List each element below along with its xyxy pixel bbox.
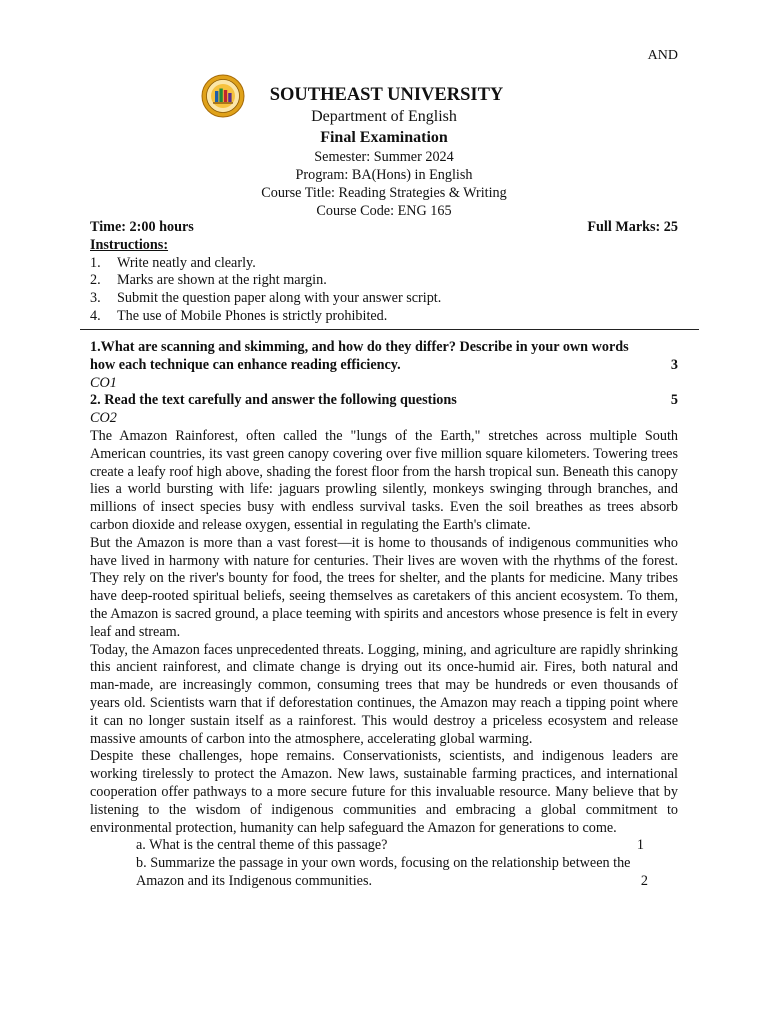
question-1-line-1: 1.What are scanning and skimming, and how do they differ? Describe in your own words	[90, 339, 629, 355]
question-2	[90, 392, 678, 410]
university-name: SOUTHEAST UNIVERSITY	[269, 85, 504, 105]
full-marks: Full Marks: 25	[587, 219, 678, 235]
department-name: Department of English	[311, 108, 457, 125]
instruction-text: The use of Mobile Phones is strictly prohibited.	[117, 307, 388, 324]
instructions-list	[90, 255, 678, 326]
instruction-text: Write neatly and clearly.	[117, 254, 256, 271]
sub-question-a	[90, 837, 678, 855]
passage-paragraph: The Amazon Rainforest, often called the "lungs of the Earth," stretches across multiple South American countries, its vast green canopy covering over five million square kilometers. Towering trees create a leafy roof high above, shading the forest floor from the harsh tropical sun. Beneath this canopy lies a world bursting with life: jaguars prowling silently, monkeys swinging through branches, and millions of insect species busy with endless survival tasks. Even the soil breathes as trees absorb carbon dioxide and release oxygen, essential in regulating the Earth's climate.	[90, 427, 678, 533]
semester: Semester: Summer 2024	[314, 149, 454, 165]
instruction-text: Submit the question paper along with your answer script.	[117, 290, 442, 307]
question-1-line-2-row	[90, 357, 678, 375]
sub-question-b	[90, 855, 678, 891]
instruction-number: 4.	[90, 307, 101, 324]
sub-question-a-row	[136, 837, 678, 855]
passage-paragraph: But the Amazon is more than a vast forest—it is home to thousands of indigenous communities who have lived in harmony with nature for centuries. Their lives are woven with the rhythms of the forest. They rely on the river's bounty for food, the trees for shelter, and the plants for medicine. Many tribes have deep-rooted spiritual beliefs, seeing themselves as caretakers of this ancient ecosystem. To them, the Amazon is sacred ground, a place teeming with spirits and ancestors whose presence is felt in every leaf and stream.	[90, 534, 678, 640]
passage-paragraph: Despite these challenges, hope remains. Conservationists, scientists, and indigenous leaders are working tirelessly to protect the Amazon. New laws, sustainable farming practices, and international cooperation offer pathways to a more secure future for this invaluable resource. Many believe that by listening to the wisdom of indigenous communities and embracing a global commitment to environmental protection, humanity can help safeguard the Amazon for generations to come.	[90, 748, 678, 836]
instructions-title: Instructions:	[90, 236, 169, 253]
program: Program: BA(Hons) in English	[295, 167, 473, 183]
question-2-marks: 5	[670, 392, 678, 409]
instruction-item	[90, 272, 678, 290]
instruction-number: 1.	[90, 254, 101, 271]
questions	[90, 339, 678, 891]
time-marks-row	[90, 219, 678, 237]
course-outcome-2: CO2	[90, 410, 117, 427]
course-outcome-1: CO1	[90, 374, 117, 391]
instruction-item	[90, 308, 678, 326]
course-code: Course Code: ENG 165	[316, 203, 452, 219]
question-1-marks: 3	[670, 356, 678, 373]
sub-question-b-line-1: b. Summarize the passage in your own words, focusing on the relationship between the	[136, 855, 631, 872]
sub-question-a-marks: 1	[636, 837, 644, 854]
exam-meta	[90, 219, 678, 326]
question-2-text: 2. Read the text carefully and answer the following questions	[90, 392, 457, 409]
divider-line	[80, 329, 699, 330]
corner-label: AND	[647, 48, 678, 63]
sub-question-b-line-2: Amazon and its Indigenous communities.	[136, 872, 373, 889]
instruction-item	[90, 255, 678, 273]
passage-paragraph: Today, the Amazon faces unprecedented threats. Logging, mining, and agriculture are rapidly shrinking this ancient rainforest, and climate change is drying out its once-humid air. Fires, both natural and man-made, are increasingly common, consuming trees that may be hundreds or even thousands of years old. Scientists warn that if deforestation continues, the Amazon may reach a tipping point where it can no longer sustain itself as a rainforest. This would destroy a priceless ecosystem and release massive amounts of carbon into the atmosphere, accelerating global warming.	[90, 641, 678, 747]
exam-header	[0, 84, 768, 220]
instruction-item	[90, 290, 678, 308]
sub-question-a-text: a. What is the central theme of this passage?	[136, 837, 388, 854]
course-title: Course Title: Reading Strategies & Writing	[261, 185, 507, 201]
exam-title: Final Examination	[320, 129, 448, 146]
instruction-number: 2.	[90, 272, 101, 289]
question-1	[90, 339, 678, 375]
sub-question-b-marks: 2	[640, 872, 648, 889]
sub-question-b-row	[136, 873, 678, 891]
question-1-line-2: how each technique can enhance reading efficiency.	[90, 356, 401, 373]
exam-time: Time: 2:00 hours	[90, 219, 194, 235]
instruction-text: Marks are shown at the right margin.	[117, 272, 327, 289]
instruction-number: 3.	[90, 290, 101, 307]
